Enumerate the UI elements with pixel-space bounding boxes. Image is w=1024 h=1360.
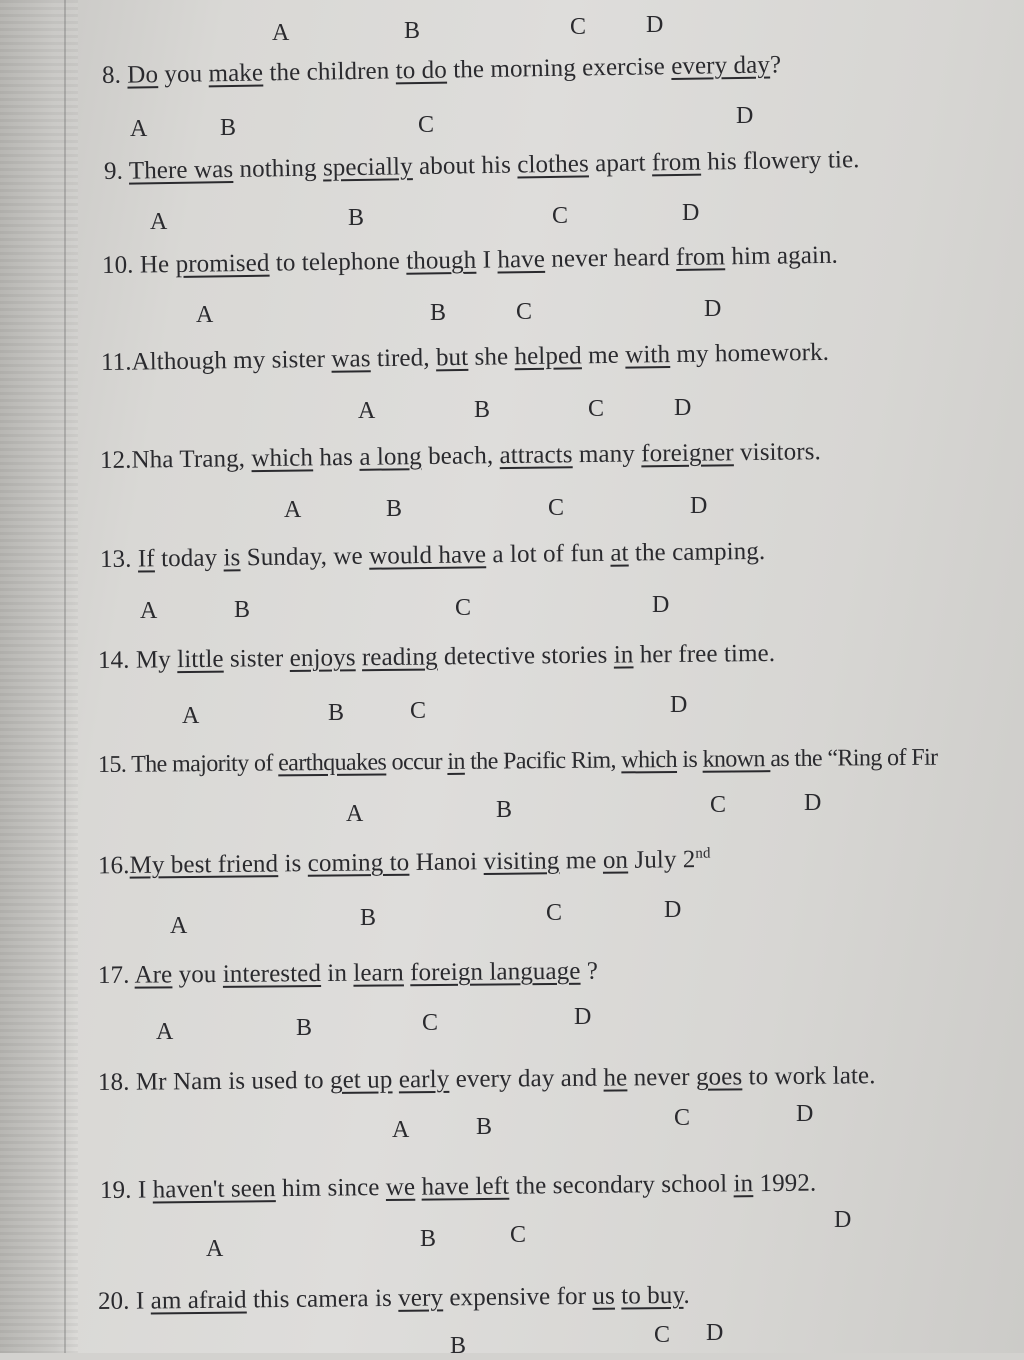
letter-a: A [272, 20, 290, 46]
letter-a: A [346, 801, 364, 827]
question-12: 12.Nha Trang, which has a long beach, attracts many foreigner visitors. [99, 438, 822, 474]
question-11: 11.Although my sister was tired, but she helped me with my homework. [100, 338, 830, 376]
question-20: 20. I am afraid this camera is very expensive for us to buy. [97, 1281, 690, 1315]
letter-b: B [474, 397, 491, 423]
letter-b: B [296, 1015, 313, 1041]
letter-c: C [548, 495, 565, 521]
letter-a: A [182, 703, 200, 729]
letter-d: D [690, 493, 708, 519]
letter-c: C [674, 1105, 691, 1131]
letter-c: C [588, 396, 605, 422]
question-13: 13. If today is Sunday, we would have a lot of fun at the camping. [99, 537, 766, 573]
letter-d: D [796, 1101, 814, 1127]
letter-b: B [404, 18, 421, 44]
letter-d: D [646, 12, 664, 38]
letter-b: B [420, 1226, 437, 1252]
letter-a: A [392, 1117, 410, 1143]
letter-d: D [670, 692, 688, 718]
letter-b: B [348, 205, 365, 231]
letter-c: C [710, 792, 727, 818]
question-19: 19. I haven't seen him since we have left the secondary school in 1992. [99, 1169, 817, 1204]
letter-b: B [430, 300, 447, 326]
letter-b: B [496, 797, 513, 823]
question-15: 15. The majority of earthquakes occur in the Pacific Rim, which is known as the “Ring of Fir [97, 744, 938, 778]
letter-d: D [834, 1207, 852, 1233]
letter-d: D [682, 200, 700, 226]
letter-d: D [574, 1004, 592, 1030]
letter-b: B [234, 597, 251, 623]
letter-d: D [736, 103, 754, 129]
letter-c: C [570, 14, 587, 40]
letter-c: C [410, 698, 427, 724]
letter-c: C [422, 1010, 439, 1036]
letter-b: B [220, 115, 237, 141]
letter-b: B [450, 1333, 467, 1359]
letter-a: A [150, 209, 168, 235]
letter-d: D [706, 1320, 724, 1346]
letter-b: B [360, 905, 377, 931]
binding-edge-line [64, 0, 66, 1353]
letter-c: C [546, 900, 563, 926]
letter-a: A [156, 1019, 174, 1045]
letter-d: D [652, 592, 670, 618]
letter-a: A [206, 1236, 224, 1262]
letter-a: A [170, 913, 188, 939]
question-16: 16.My best friend is coming to Hanoi visiting me on July 2nd [97, 845, 711, 880]
letter-c: C [510, 1222, 527, 1248]
question-17: 17. Are you interested in learn foreign language ? [97, 957, 599, 989]
letter-a: A [196, 302, 214, 328]
letter-c: C [654, 1322, 671, 1348]
question-14: 14. My little sister enjoys reading detective stories in her free time. [97, 639, 776, 674]
question-18: 18. Mr Nam is used to get up early every day and he never goes to work late. [97, 1062, 876, 1096]
letter-d: D [804, 790, 822, 816]
letter-c: C [552, 203, 569, 229]
letter-a: A [130, 116, 148, 142]
letter-c: C [516, 299, 533, 325]
question-8: 8. Do you make the children to do the morning exercise every day? [101, 51, 782, 89]
letter-a: A [140, 598, 158, 624]
letter-c: C [455, 595, 472, 621]
letter-d: D [674, 395, 692, 421]
question-9: 9. There was nothing specially about his clothes apart from his flowery tie. [103, 146, 860, 185]
letter-a: A [358, 398, 376, 424]
letter-d: D [664, 897, 682, 923]
question-10: 10. He promised to telephone though I have never heard from him again. [101, 241, 839, 279]
letter-a: A [284, 497, 302, 523]
page-binding-margin [0, 0, 78, 1353]
letter-b: B [386, 496, 403, 522]
letter-b: B [476, 1114, 493, 1140]
letter-d: D [704, 296, 722, 322]
letter-b: B [328, 700, 345, 726]
letter-c: C [418, 112, 435, 138]
